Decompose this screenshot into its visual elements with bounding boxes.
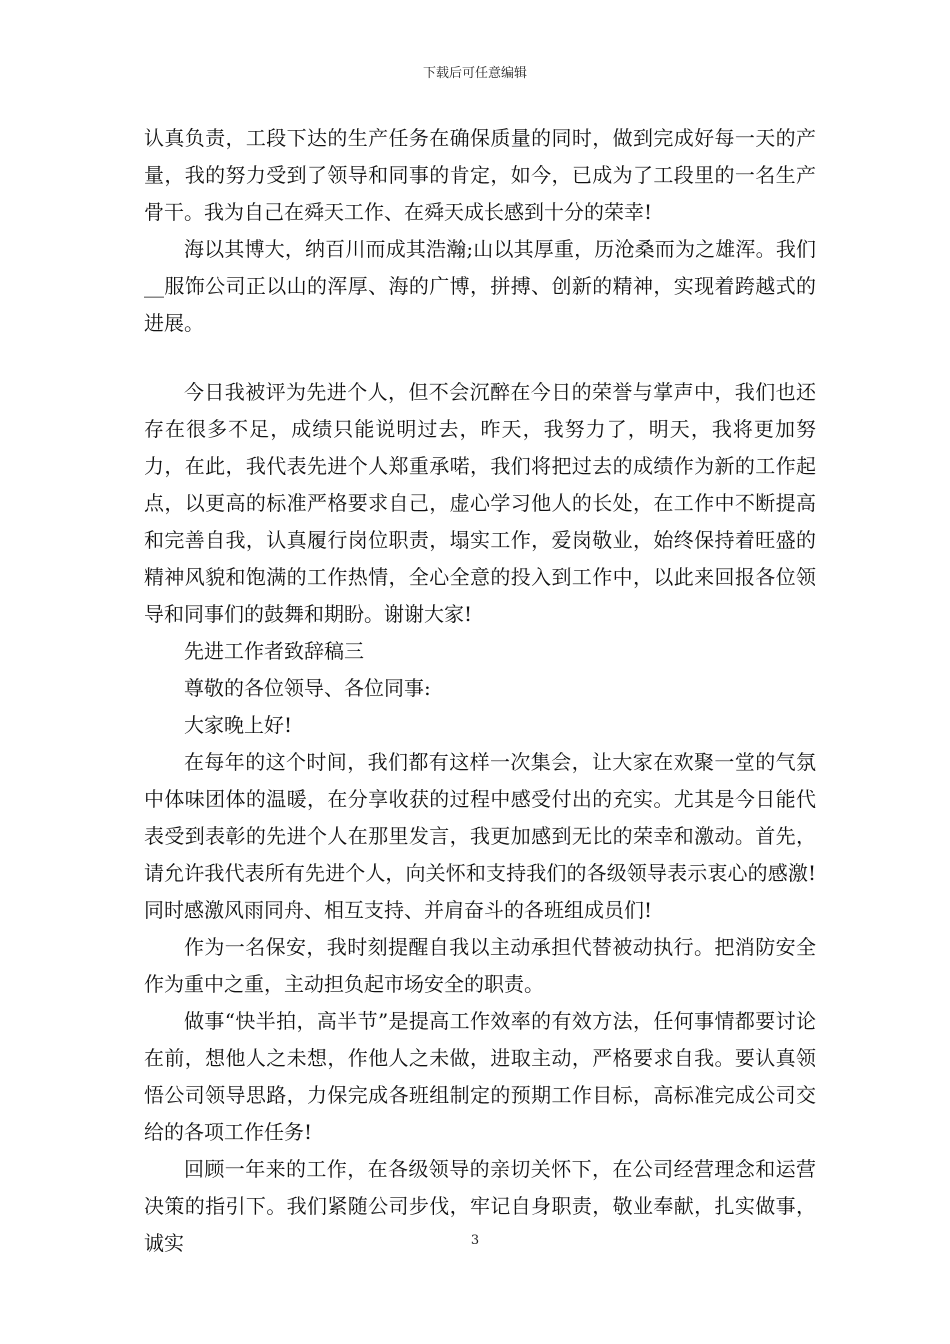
greeting: 大家晚上好! — [184, 713, 293, 737]
document-body — [144, 120, 816, 1262]
salutation: 尊敬的各位领导、各位同事: — [184, 676, 431, 700]
page-header: 下载后可任意编辑 — [422, 66, 527, 81]
paragraph-4: 在每年的这个时间，我们都有这样一次集会，让大家在欢聚一堂的气氛中体味团体的温暖，在分享收获的过程中感受付出的充实。尤其是今日能代表受到表彰的先进个人在那里发言，我更加感到无比的荣幸和激动。首先，请允许我代表所有先进个人，向关怀和支持我们的各级领导表示衷心的感激!同时感激风雨同舟、相互支持、并肩奋斗的各班组成员们! — [144, 750, 816, 922]
paragraph-5: 作为一名保安，我时刻提醒自我以主动承担代替被动执行。把消防安全作为重中之重，主动担负起市场安全的职责。 — [144, 935, 816, 996]
paragraph-1: 认真负责，工段下达的生产任务在确保质量的同时，做到完成好每一天的产量，我的努力受到了领导和同事的肯定，如今，已成为了工段里的一名生产骨干。我为自己在舜天工作、在舜天成长感到十分的荣幸! — [144, 126, 816, 224]
paragraph-7: 回顾一年来的工作，在各级领导的亲切关怀下，在公司经营理念和运营决策的指引下。我们紧随公司步伐，牢记自身职责，敬业奉献，扎实做事，诚实 — [144, 1157, 816, 1255]
paragraph-3: 今日我被评为先进个人，但不会沉醉在今日的荣誉与掌声中，我们也还存在很多不足，成绩只能说明过去，昨天，我努力了，明天，我将更加努力，在此，我代表先进个人郑重承喏，我们将把过去的成绩作为新的工作起点，以更高的标准严格要求自己，虚心学习他人的长处，在工作中不断提高和完善自我，认真履行岗位职责，塌实工作，爱岗敬业，始终保持着旺盛的精神风貌和饱满的工作热情，全心全意的投入到工作中，以此来回报各位领导和同事们的鼓舞和期盼。谢谢大家! — [144, 380, 816, 626]
paragraph-2: 海以其博大，纳百川而成其浩瀚;山以其厚重，历沧桑而为之雄浑。我们__服饰公司正以山的浑厚、海的广博，拼搏、创新的精神，实现着跨越式的进展。 — [144, 237, 816, 335]
page-number: 3 — [470, 1233, 480, 1248]
paragraph-gap — [144, 342, 816, 374]
section-title: 先进工作者致辞稿三 — [184, 639, 364, 663]
paragraph-6: 做事“快半拍，高半节”是提高工作效率的有效方法，任何事情都要讨论在前，想他人之未想，作他人之未做，进取主动，严格要求自我。要认真领悟公司领导思路，力保完成各班组制定的预期工作目标，高标准完成公司交给的各项工作任务! — [144, 1009, 816, 1144]
